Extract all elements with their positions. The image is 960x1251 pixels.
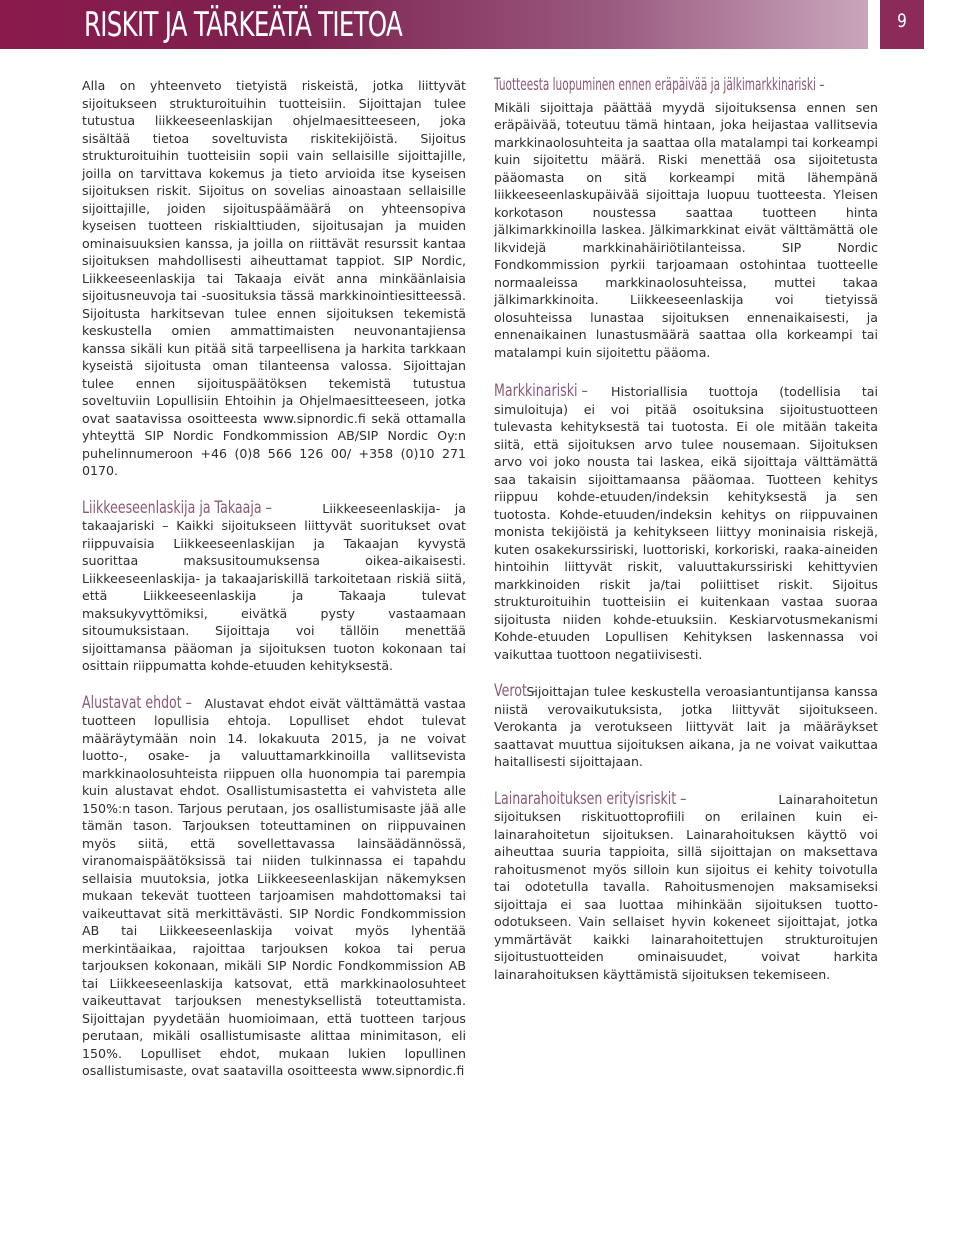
section-early-exit [494,77,878,361]
section-heading: Verot – [494,681,538,701]
section-market-risk [494,383,878,663]
section-body: Alustavat ehdot eivät välttämättä vastaa tuotteen lopullisia ehtoja. Lopulliset ehdot tulevat määräytymään noin 14. lokakuuta 2015, ja ne voivat luotto-, osake- ja valuuttamarkkinoilla vallitsevista markkinaolosuhteista riippuen olla huonompia tai parempia kuin alustavat ehdot. Osallistumisastetta ei vahvisteta alle 150%:n tason. Tarjous perutaan, jos osallistumisaste jää alle tämän tason. Tarjouksen toteuttaminen on riippuvainen myös siitä, että sovellettavassa lainsäädännössä, viranomaispäätöksissä tai niiden tulkinnassa ei tapahdu sellaisia muutoksia, jotka Liikkeeseenlaskijan näkemyksen mukaan tekevät tuotteen tarjoamisen mahdottomaksi tai vaikeuttavat sitä merkittävästi. SIP Nordic Fondkommission AB tai Liikkeeseenlaskija voivat myös lyhentää merkintäaikaa, rajoittaa tarjouksen kokoa tai perua tarjouksen kokonaan, mikäli SIP Nordic Fondkommission AB tai Liikkeeseenlaskija katsovat, että markkinaolosuhteet vaikeuttavat tarjouksen menestyksellistä toteuttamista. Sijoittajan pyydetään huomioimaan, että tuotteen tarjous perutaan, mikäli osallistumisaste alittaa minimitason, eli 150%. Lopulliset ehdot, mukaan lukien lopullinen osallistumisaste, ovat saatavilla osoitteesta www.sipnordic.fi [82,695,466,1078]
section-heading: Tuotteesta luopuminen ennen eräpäivää ja jälkimarkkinariski – [494,75,825,95]
section-taxes [494,683,878,771]
right-column [494,77,878,1003]
section-heading: Markkinariski – [494,381,588,401]
intro-paragraph: Alla on yhteenveto tietyistä riskeistä, jotka liittyvät sijoitukseen strukturoituihin tuotteisiin. Sijoittajan tulee tutustua liikkeeseenlaskijan ohjelmaesitteeseen, joka sisältää tietoa soveltuvista riskitekijöistä. Sijoitus strukturoituihin tuotteisiin sopii vain sellaisille sijoittajille, joilla on tarvittava kokemus ja tieto arvioida itse kyseisen sijoituksen riskit. Sijoitus on sovelias ainoastaan sellaisille sijoittajille, joiden sijoituspäämäärä on yhteensopiva kyseisen tuotteen riskialttiuden, sijoitusajan ja muiden ominaisuuksien kanssa, ja joilla on riittävät resurssit kantaa sijoituksen mahdollisesti aiheuttamat tappiot. SIP Nordic, Liikkeeseenlaskija tai Takaaja eivät anna minkäänlaisia sijoitusneuvoja tai -suosituksia tässä markkinointiesitteessä. Sijoitusta harkitsevan tulee ennen sijoituksen tekemistä keskustella omien ammattimaisten neuvonantajiensa kanssa sikäli kun pitää sitä tarpeellisena ja harkita tarkkaan kyseistä sijoitusta oman tilanteensa valossa. Sijoittajan tulee ennen sijoituspäätöksen tekemistä tutustua soveltuviin Lopullisiin Ehtoihin ja Ohjelmaesitteeseen, jotka ovat saatavissa osoitteesta www.sipnordic.fi sekä ottamalla yhteyttä SIP Nordic Fondkommission AB/SIP Nordic Oy:n puhelinnumeroon +46 (0)8 566 126 00/ +358 (0)10 271 0170. [82,78,466,478]
section-heading: Lainarahoituksen erityisriskit – [494,788,687,809]
section-leverage-risk [494,788,878,984]
section-body: Historiallisia tuottoja (todellisia tai simuloituja) ei voi pitää osoituksina sijoitustuotteen tulevasta kehityksestä tai tuotosta. Ei ole mitään takeita siitä, että sijoituksen arvo tulee nousemaan. Sijoituksen arvo voi joko nousta tai laskea, eikä sijoittaja välttämättä saa takaisin sijoittamaansa pääomaa. Tuotteen kehitys riippuu kohde-etuuden/indeksin kehityksestä ja sen tuotosta. Kohde-etuuden/indeksin kehitys on riippuvainen monista tekijöistä ja kehitykseen liittyy moninaisia riskejä, kuten osakekurssiriski, luottoriski, korkoriski, raaka-aineiden hintoihin liittyvät riskit, valuuttakurssiriski kehittyvien markkinoiden riskit ja/tai poliittiset riskit. Sijoitus strukturoituihin tuotteisiin ei kuitenkaan vastaa suoraa sijoitusta niiden kohde-etuuksiin. Keskiarvotusmekanismi Kohde-etuuden Lopullisen Kehityksen laskennassa voi vaikuttaa tuottoon negatiivisesti. [494,384,878,662]
section-heading: Alustavat ehdot – [82,692,192,713]
page-number: 9 [897,10,907,32]
section-issuer-guarantor [82,497,466,675]
section-preliminary-terms [82,692,466,1080]
page-number-box [880,0,924,49]
page-title: RISKIT JA TÄRKEÄTÄ TIETOA [84,5,403,45]
section-heading: Liikkeeseenlaskija ja Takaaja – [82,497,272,518]
section-body: Mikäli sijoittaja päättää myydä sijoituksensa ennen sen eräpäivää, toteutuu tämä hintaan, joka heijastaa vallitsevia markkinaolosuhteita ja saattaa olla matalampi tai korkeampi kuin sijoitettu määrä. Riski menettää osa sijoitetusta pääomasta on sitä korkeampi mitä lähempänä liikkeeseenlaskupäivää sijoittaja luopuu tuotteesta. Yleisen korkotason noustessa saattaa tuotteen hinta jälkimarkkinoilla laskea. Jälkimarkkinat eivät välttämättä ole likvidejä markkinahäiriötilanteissa. SIP Nordic Fondkommission pyrkii tarjoamaan ostohintaa tuotteelle normaaleissa markkinaolosuhteissa, muttei takaa jälkimarkkinoita. Liikkeeseenlaskija voi tietyissä olosuhteissa lunastaa sijoituksen ennenaikaisesti, ja ennenaikainen lunastusmäärä saattaa olla korkeampi tai matalampi kuin sijoitettu pääoma. [494,99,878,360]
section-body: Liikkeeseenlaskija- ja takaajariski – Kaikki sijoitukseen liittyvät suoritukset ovat riippuvaisia Liikkeeseenlaskijan ja Takaajan kyvystä suorittaa maksusitoumuksensa oikea-aikaisesti. Liikkeeseenlaskija- ja takaajariskillä tarkoitetaan riskiä siitä, että Liikkeeseenlaskija ja Takaaja tulevat maksukyvyttömiksi, eivätkä pysty vastaamaan sitoumuksistaan. Sijoittaja voi tällöin menettää sijoittamansa pääoman ja sijoituksen tuoton kokonaan tai osittain riippumatta kohde-etuuden kehityksestä. [82,500,466,673]
header-bar [0,0,868,49]
section-body: Sijoittajan tulee keskustella veroasiantuntijansa kanssa niistä verovaikutuksista, jotka liittyvät sijoitukseen. Verokanta ja verotukseen liittyvät lait ja määräykset saattavat muuttua sijoituksen aikana, ja ne voivat vaikuttaa haitallisesti sijoittajaan. [494,684,878,769]
section-body: Lainarahoitetun sijoituksen riskituottoprofiili on erilainen kuin ei-lainarahoitetun sijoituksen. Lainarahoituksen käyttö voi aiheuttaa suuria tappioita, sillä sijoittajan on maksettava rahoitusmenot myös silloin kun sijoitus ei kehity toivotulla tai odotetulla tavalla. Rahoitusmenojen maksamiseksi sijoittaja ei saa luottaa mihinkään sijoituksen tuotto-odotukseen. Vain sellaiset hyvin kokeneet sijoittajat, jotka ymmärtävät kaikki lainarahoitettujen strukturoitujen sijoitustuotteiden ominaisuudet, voivat harkita lainarahoituksen käyttämistä sijoituksen tekemiseen. [494,791,878,982]
left-column [82,77,466,1100]
